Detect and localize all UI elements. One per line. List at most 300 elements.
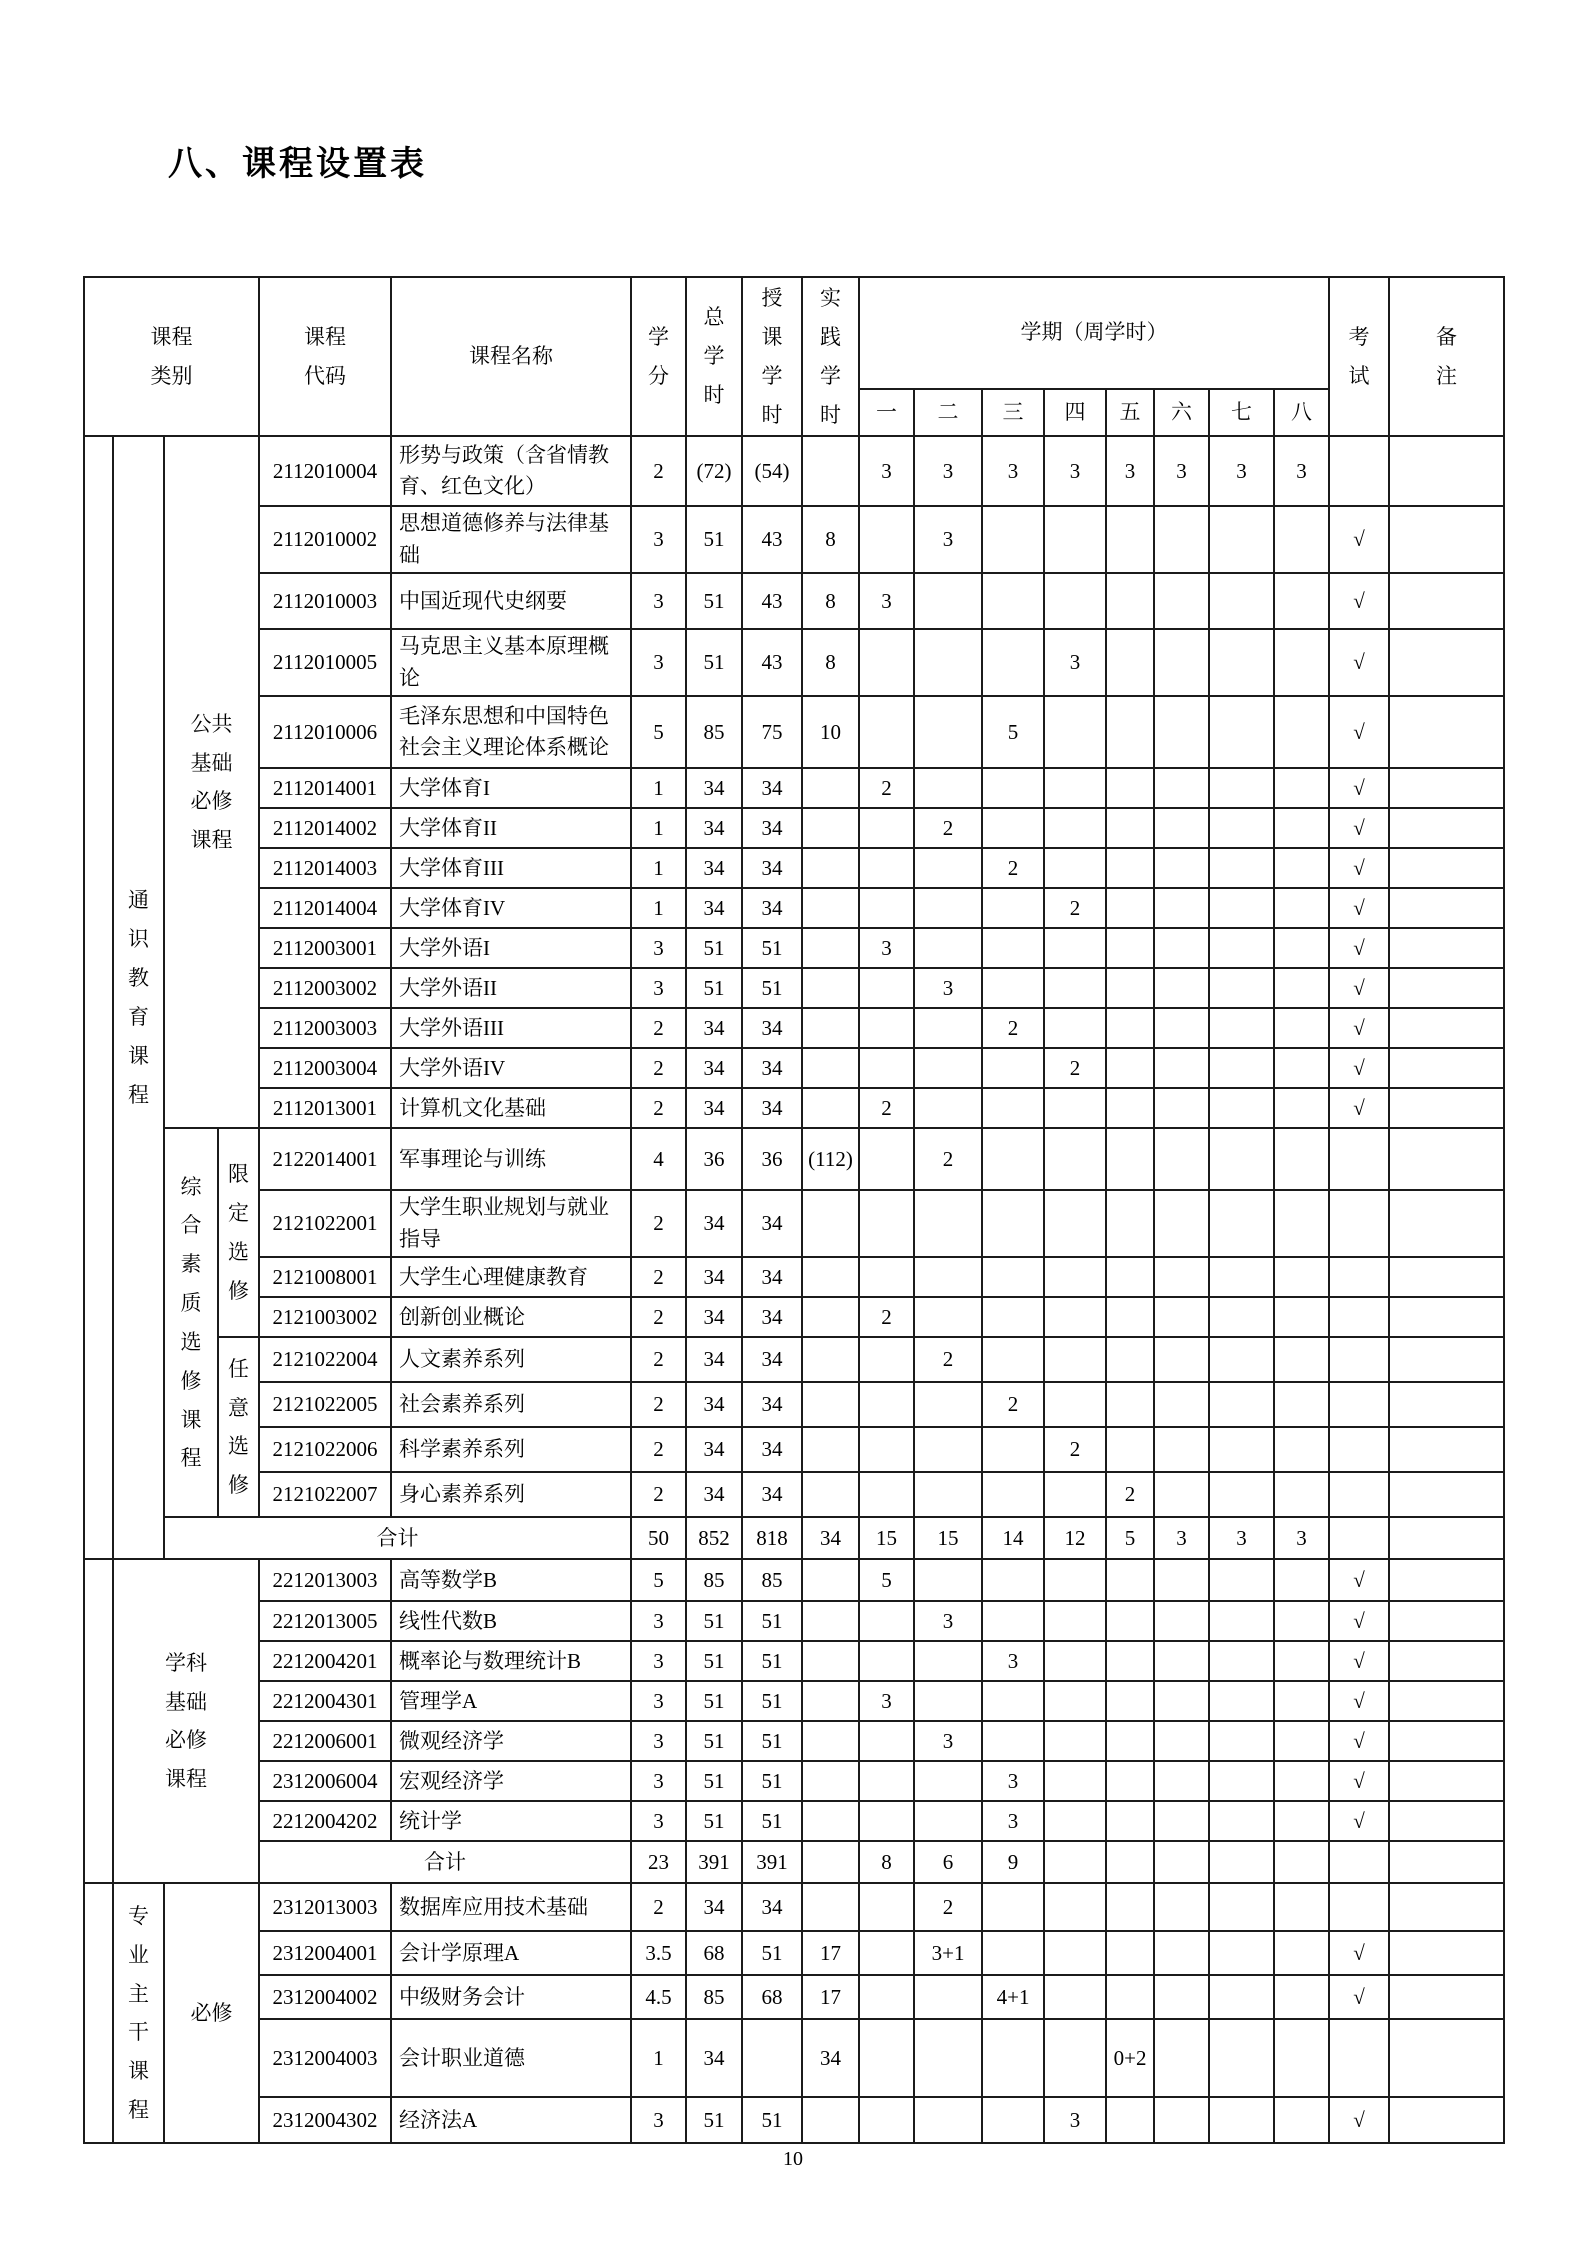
total-hours-cell: 85: [686, 1975, 742, 2019]
semester-cell: [1044, 848, 1106, 888]
note-cell: [1389, 2097, 1504, 2143]
semester-cell: [1154, 1257, 1209, 1297]
teach-hours-cell: 34: [742, 1297, 802, 1337]
teach-hours-cell: 34: [742, 768, 802, 808]
note-cell: [1389, 1008, 1504, 1048]
semester-cell: [982, 768, 1044, 808]
note-cell: [1389, 1128, 1504, 1190]
semester-cell: 3: [1106, 436, 1154, 506]
course-code-cell: 2312004302: [259, 2097, 391, 2143]
exam-cell: √: [1329, 808, 1389, 848]
semester-cell: [1044, 928, 1106, 968]
semester-cell: [982, 1883, 1044, 1931]
spacer-cell: [84, 1559, 113, 1883]
semester-cell: [982, 1681, 1044, 1721]
exam-cell: [1329, 1883, 1389, 1931]
total-hours-cell: 34: [686, 1297, 742, 1337]
semester-cell: [982, 1472, 1044, 1517]
semester-cell: [1274, 2097, 1329, 2143]
semester-cell: [1106, 696, 1154, 768]
course-code-cell: 2112010005: [259, 629, 391, 696]
exam-cell: √: [1329, 1008, 1389, 1048]
teach-hours-cell: 43: [742, 573, 802, 629]
semester-cell: 2: [1044, 888, 1106, 928]
practice-hours-cell: [802, 1257, 859, 1297]
table-row: [84, 968, 1504, 1008]
practice-hours-cell: 34: [802, 2019, 859, 2097]
total-hours-cell: 51: [686, 506, 742, 573]
note-cell: [1389, 1088, 1504, 1128]
total-hours-cell: 51: [686, 1681, 742, 1721]
total-hours-cell: 51: [686, 573, 742, 629]
header-row: [84, 277, 1504, 389]
total-hours-cell: 51: [686, 1641, 742, 1681]
semester-cell: 3: [1154, 1517, 1209, 1559]
semester-cell: 3: [914, 1601, 982, 1641]
practice-hours-cell: [802, 1883, 859, 1931]
col-header-practice-hours: 实践学时: [802, 277, 859, 436]
teach-hours-cell: 34: [742, 808, 802, 848]
semester-cell: [859, 1257, 914, 1297]
table-row: [84, 1601, 1504, 1641]
semester-cell: [1154, 1721, 1209, 1761]
total-hours-cell: 34: [686, 1883, 742, 1931]
credit-cell: 3: [631, 1801, 686, 1841]
teach-hours-cell: 34: [742, 1382, 802, 1427]
exam-cell: [1329, 1427, 1389, 1472]
semester-cell: [1044, 1128, 1106, 1190]
col-header-sem-2: 二: [914, 389, 982, 437]
note-cell: [1389, 1931, 1504, 1975]
semester-cell: [914, 1559, 982, 1601]
credit-cell: 2: [631, 1427, 686, 1472]
credit-cell: 23: [631, 1841, 686, 1883]
course-code-cell: 2112010002: [259, 506, 391, 573]
table-row: [84, 1297, 1504, 1337]
table-row: [84, 1257, 1504, 1297]
course-name-cell: 思想道德修养与法律基础: [391, 506, 631, 573]
practice-hours-cell: [802, 1190, 859, 1257]
semester-cell: [1154, 2097, 1209, 2143]
course-code-cell: 2312006004: [259, 1761, 391, 1801]
semester-cell: [1106, 1681, 1154, 1721]
semester-cell: [1044, 696, 1106, 768]
total-hours-cell: 34: [686, 1427, 742, 1472]
semester-cell: 3: [1209, 436, 1274, 506]
semester-cell: [1154, 1337, 1209, 1382]
practice-hours-cell: [802, 1801, 859, 1841]
semester-cell: [1154, 1128, 1209, 1190]
practice-hours-cell: [802, 1559, 859, 1601]
table-row: [84, 1517, 1504, 1559]
practice-hours-cell: [802, 888, 859, 928]
course-code-cell: 2112003001: [259, 928, 391, 968]
semester-cell: 3: [859, 1681, 914, 1721]
note-cell: [1389, 1382, 1504, 1427]
total-hours-cell: 34: [686, 1382, 742, 1427]
semester-cell: [1044, 768, 1106, 808]
semester-cell: [1154, 1382, 1209, 1427]
semester-cell: [1154, 1601, 1209, 1641]
practice-hours-cell: [802, 1641, 859, 1681]
category-cell: 任意选修: [218, 1337, 259, 1517]
semester-cell: [1209, 1337, 1274, 1382]
note-cell: [1389, 1761, 1504, 1801]
category-cell: 公共基础必修课程: [164, 436, 259, 1128]
semester-cell: [1209, 1761, 1274, 1801]
semester-cell: [1106, 1761, 1154, 1801]
semester-cell: [982, 1427, 1044, 1472]
course-name-cell: 大学体育II: [391, 808, 631, 848]
semester-cell: [1044, 1601, 1106, 1641]
exam-cell: [1329, 2019, 1389, 2097]
total-hours-cell: 51: [686, 629, 742, 696]
total-hours-cell: 85: [686, 1559, 742, 1601]
semester-cell: [1154, 1559, 1209, 1601]
col-header-category: 课程类别: [84, 277, 259, 436]
course-name-cell: 身心素养系列: [391, 1472, 631, 1517]
semester-cell: [982, 808, 1044, 848]
semester-cell: [1274, 1931, 1329, 1975]
semester-cell: 3: [982, 436, 1044, 506]
semester-cell: [1209, 1883, 1274, 1931]
table-row: [84, 629, 1504, 696]
semester-cell: [1154, 808, 1209, 848]
course-code-cell: 2112010003: [259, 573, 391, 629]
col-header-semester: 学期（周学时）: [859, 277, 1329, 389]
credit-cell: 3: [631, 1681, 686, 1721]
course-code-cell: 2112014003: [259, 848, 391, 888]
teach-hours-cell: 43: [742, 629, 802, 696]
note-cell: [1389, 1641, 1504, 1681]
note-cell: [1389, 1427, 1504, 1472]
semester-cell: [1274, 696, 1329, 768]
practice-hours-cell: [802, 1337, 859, 1382]
col-header-sem-5: 五: [1106, 389, 1154, 437]
course-code-cell: 2122014001: [259, 1128, 391, 1190]
semester-cell: [1209, 1841, 1274, 1883]
teach-hours-cell: 34: [742, 1190, 802, 1257]
course-name-cell: 毛泽东思想和中国特色社会主义理论体系概论: [391, 696, 631, 768]
credit-cell: 2: [631, 1257, 686, 1297]
semester-cell: 5: [982, 696, 1044, 768]
total-hours-cell: 34: [686, 808, 742, 848]
semester-cell: [1274, 1681, 1329, 1721]
teach-hours-cell: 34: [742, 888, 802, 928]
semester-cell: [914, 888, 982, 928]
semester-cell: [1209, 1297, 1274, 1337]
semester-cell: [1154, 1931, 1209, 1975]
course-name-cell: 中国近现代史纲要: [391, 573, 631, 629]
credit-cell: 3: [631, 506, 686, 573]
semester-cell: 2: [914, 1337, 982, 1382]
semester-cell: [1274, 1257, 1329, 1297]
semester-cell: [1274, 1472, 1329, 1517]
teach-hours-cell: 51: [742, 1761, 802, 1801]
practice-hours-cell: 8: [802, 506, 859, 573]
semester-cell: [1154, 1801, 1209, 1841]
practice-hours-cell: [802, 1297, 859, 1337]
semester-cell: [1274, 1382, 1329, 1427]
semester-cell: [859, 968, 914, 1008]
category-cell: 综合素质选修课程: [164, 1128, 218, 1517]
semester-cell: [1154, 1472, 1209, 1517]
semester-cell: [1044, 1337, 1106, 1382]
semester-cell: [1209, 573, 1274, 629]
semester-cell: [982, 1128, 1044, 1190]
col-header-credit: 学分: [631, 277, 686, 436]
semester-cell: [1106, 1883, 1154, 1931]
semester-cell: [1274, 506, 1329, 573]
semester-cell: [1106, 968, 1154, 1008]
course-code-cell: 2121022004: [259, 1337, 391, 1382]
semester-cell: [1274, 1088, 1329, 1128]
semester-cell: [914, 848, 982, 888]
semester-cell: [859, 1641, 914, 1681]
semester-cell: [1044, 1008, 1106, 1048]
total-hours-cell: (72): [686, 436, 742, 506]
practice-hours-cell: 8: [802, 629, 859, 696]
semester-cell: [1106, 1721, 1154, 1761]
note-cell: [1389, 1883, 1504, 1931]
exam-cell: [1329, 436, 1389, 506]
col-header-sem-6: 六: [1154, 389, 1209, 437]
semester-cell: 3: [859, 573, 914, 629]
semester-cell: [1274, 573, 1329, 629]
semester-cell: [1209, 1801, 1274, 1841]
note-cell: [1389, 1257, 1504, 1297]
semester-cell: [1209, 928, 1274, 968]
semester-cell: [1106, 629, 1154, 696]
credit-cell: 3: [631, 1641, 686, 1681]
course-code-cell: 2121008001: [259, 1257, 391, 1297]
semester-cell: [1209, 808, 1274, 848]
exam-cell: √: [1329, 573, 1389, 629]
exam-cell: [1329, 1257, 1389, 1297]
semester-cell: [1274, 808, 1329, 848]
semester-cell: [1106, 1008, 1154, 1048]
semester-cell: [859, 1382, 914, 1427]
table-row: [84, 1681, 1504, 1721]
semester-cell: [1106, 573, 1154, 629]
course-code-cell: 2112003003: [259, 1008, 391, 1048]
exam-cell: √: [1329, 888, 1389, 928]
semester-cell: [1044, 1721, 1106, 1761]
course-code-cell: 2212013005: [259, 1601, 391, 1641]
credit-cell: 2: [631, 436, 686, 506]
exam-cell: √: [1329, 1801, 1389, 1841]
teach-hours-cell: 34: [742, 1337, 802, 1382]
course-code-cell: 2212004201: [259, 1641, 391, 1681]
table-row: [84, 1761, 1504, 1801]
semester-cell: [1154, 1427, 1209, 1472]
table-row: [84, 2019, 1504, 2097]
semester-cell: [1274, 848, 1329, 888]
credit-cell: 2: [631, 1048, 686, 1088]
semester-cell: [1274, 1337, 1329, 1382]
semester-cell: [1274, 1641, 1329, 1681]
teach-hours-cell: 34: [742, 1427, 802, 1472]
practice-hours-cell: [802, 808, 859, 848]
semester-cell: [1209, 1681, 1274, 1721]
category-cell: 必修: [164, 1883, 259, 2143]
semester-cell: [859, 629, 914, 696]
subtotal-label-cell: 合计: [259, 1841, 631, 1883]
total-hours-cell: 34: [686, 1257, 742, 1297]
note-cell: [1389, 1048, 1504, 1088]
teach-hours-cell: 51: [742, 928, 802, 968]
note-cell: [1389, 1337, 1504, 1382]
teach-hours-cell: 34: [742, 1048, 802, 1088]
credit-cell: 2: [631, 1472, 686, 1517]
credit-cell: 2: [631, 1382, 686, 1427]
note-cell: [1389, 2019, 1504, 2097]
semester-cell: [914, 1975, 982, 2019]
semester-cell: [982, 1190, 1044, 1257]
course-code-cell: 2312004003: [259, 2019, 391, 2097]
practice-hours-cell: [802, 768, 859, 808]
course-name-cell: 形势与政策（含省情教育、红色文化）: [391, 436, 631, 506]
semester-cell: [1274, 1048, 1329, 1088]
semester-cell: [914, 768, 982, 808]
semester-cell: [1209, 696, 1274, 768]
teach-hours-cell: [742, 2019, 802, 2097]
course-name-cell: 宏观经济学: [391, 1761, 631, 1801]
category-cell: 通识教育课程: [113, 436, 164, 1559]
semester-cell: 3: [914, 1721, 982, 1761]
teach-hours-cell: 51: [742, 1681, 802, 1721]
table-row: [84, 1975, 1504, 2019]
credit-cell: 3: [631, 629, 686, 696]
semester-cell: [1106, 928, 1154, 968]
semester-cell: [982, 1337, 1044, 1382]
semester-cell: [982, 1048, 1044, 1088]
semester-cell: [1044, 506, 1106, 573]
practice-hours-cell: [802, 1008, 859, 1048]
semester-cell: [1209, 1931, 1274, 1975]
semester-cell: [982, 1559, 1044, 1601]
teach-hours-cell: 34: [742, 1008, 802, 1048]
note-cell: [1389, 629, 1504, 696]
semester-cell: [982, 1257, 1044, 1297]
practice-hours-cell: (112): [802, 1128, 859, 1190]
total-hours-cell: 51: [686, 928, 742, 968]
semester-cell: [859, 1761, 914, 1801]
semester-cell: [982, 573, 1044, 629]
course-name-cell: 统计学: [391, 1801, 631, 1841]
semester-cell: [914, 2019, 982, 2097]
practice-hours-cell: [802, 1382, 859, 1427]
practice-hours-cell: [802, 436, 859, 506]
note-cell: [1389, 573, 1504, 629]
course-code-cell: 2212004301: [259, 1681, 391, 1721]
semester-cell: [982, 1721, 1044, 1761]
exam-cell: √: [1329, 1641, 1389, 1681]
exam-cell: √: [1329, 848, 1389, 888]
practice-hours-cell: [802, 1681, 859, 1721]
semester-cell: 15: [859, 1517, 914, 1559]
semester-cell: [1106, 2097, 1154, 2143]
practice-hours-cell: [802, 1048, 859, 1088]
table-row: [84, 928, 1504, 968]
table-row: [84, 1721, 1504, 1761]
semester-cell: [1209, 2019, 1274, 2097]
semester-cell: [1209, 968, 1274, 1008]
table-row: [84, 436, 1504, 506]
note-cell: [1389, 848, 1504, 888]
semester-cell: [1044, 1559, 1106, 1601]
semester-cell: [1154, 928, 1209, 968]
semester-cell: 2: [859, 768, 914, 808]
exam-cell: [1329, 1128, 1389, 1190]
table-row: [84, 1801, 1504, 1841]
credit-cell: 2: [631, 1337, 686, 1382]
note-cell: [1389, 888, 1504, 928]
semester-cell: [1154, 768, 1209, 808]
course-code-cell: 2112010004: [259, 436, 391, 506]
semester-cell: [1154, 629, 1209, 696]
semester-cell: [1106, 1088, 1154, 1128]
spacer-cell: [84, 436, 113, 1559]
semester-cell: [1209, 1601, 1274, 1641]
semester-cell: [1044, 1641, 1106, 1681]
course-name-cell: 管理学A: [391, 1681, 631, 1721]
note-cell: [1389, 436, 1504, 506]
course-code-cell: 2212013003: [259, 1559, 391, 1601]
semester-cell: [1209, 768, 1274, 808]
semester-cell: [859, 1190, 914, 1257]
practice-hours-cell: [802, 1761, 859, 1801]
semester-cell: 15: [914, 1517, 982, 1559]
course-name-cell: 大学外语III: [391, 1008, 631, 1048]
total-hours-cell: 68: [686, 1931, 742, 1975]
exam-cell: √: [1329, 928, 1389, 968]
total-hours-cell: 36: [686, 1128, 742, 1190]
credit-cell: 1: [631, 2019, 686, 2097]
table-row: [84, 1048, 1504, 1088]
semester-cell: [1154, 1681, 1209, 1721]
semester-cell: [982, 928, 1044, 968]
course-code-cell: 2112013001: [259, 1088, 391, 1128]
total-hours-cell: 391: [686, 1841, 742, 1883]
note-cell: [1389, 808, 1504, 848]
semester-cell: [1154, 506, 1209, 573]
semester-cell: [982, 1297, 1044, 1337]
semester-cell: [914, 1257, 982, 1297]
semester-cell: 2: [1044, 1048, 1106, 1088]
semester-cell: [1044, 808, 1106, 848]
practice-hours-cell: 10: [802, 696, 859, 768]
practice-hours-cell: [802, 928, 859, 968]
credit-cell: 5: [631, 696, 686, 768]
semester-cell: 3: [914, 968, 982, 1008]
semester-cell: [1106, 1257, 1154, 1297]
semester-cell: [1106, 1190, 1154, 1257]
semester-cell: [1106, 1801, 1154, 1841]
semester-cell: [1044, 1841, 1106, 1883]
semester-cell: [982, 629, 1044, 696]
semester-cell: [914, 1801, 982, 1841]
semester-cell: [1106, 506, 1154, 573]
teach-hours-cell: 34: [742, 1472, 802, 1517]
table-row: [84, 1841, 1504, 1883]
total-hours-cell: 34: [686, 1008, 742, 1048]
table-row: [84, 573, 1504, 629]
total-hours-cell: 34: [686, 888, 742, 928]
credit-cell: 50: [631, 1517, 686, 1559]
semester-cell: [914, 1427, 982, 1472]
total-hours-cell: 51: [686, 1721, 742, 1761]
